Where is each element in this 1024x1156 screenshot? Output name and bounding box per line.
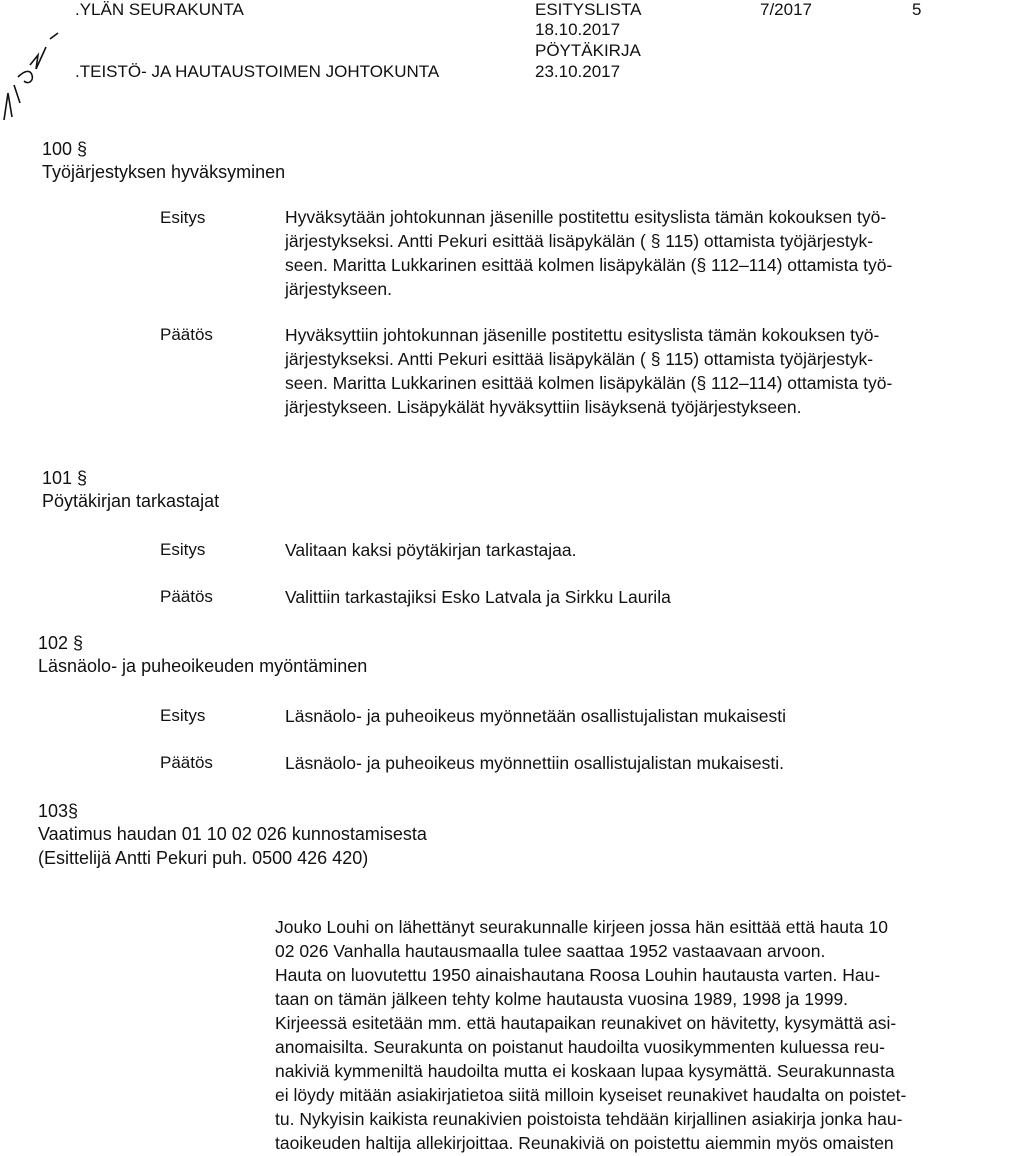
decision-text: Läsnäolo- ja puheoikeus myönnettiin osallistujalistan mukaisesti. xyxy=(285,753,785,773)
page-number: 5 xyxy=(912,0,922,19)
org-name-top: .YLÄN SEURAKUNTA xyxy=(75,0,244,19)
section-title: Työjärjestyksen hyväksyminen xyxy=(42,162,286,182)
section-number: 102 § xyxy=(38,633,84,653)
decision-label: Päätös xyxy=(160,587,213,606)
decision-text: Hyväksyttiin johtokunnan jäsenille postitettu esityslista tämän kokouksen työ- järjestykseksi. Antti Pekuri esittää lisäpykälän ( § 115) ottamista työjärjestyk- seen. Maritta Lukkarinen esittää kolmen lisäpykälän (§ 112–114) ottamista työ- järjestykseen. Lisäpykälät hyväksyttiin lisäyksenä työjärjestykseen. xyxy=(285,325,893,417)
section-number: 103§ xyxy=(38,801,79,821)
section-subtitle: (Esittelijä Antti Pekuri puh. 0500 426 420) xyxy=(38,848,369,868)
doc-type: ESITYSLISTA xyxy=(535,0,642,19)
decision-text: Valittiin tarkastajiksi Esko Latvala ja Sirkku Laurila xyxy=(285,587,671,607)
handwritten-mark xyxy=(0,25,70,125)
proposal-label: Esitys xyxy=(160,208,206,227)
section-number: 101 § xyxy=(42,468,88,488)
proposal-text: Läsnäolo- ja puheoikeus myönnetään osallistujalistan mukaisesti xyxy=(285,706,786,726)
doc-number: 7/2017 xyxy=(760,0,812,19)
section-number: 100 § xyxy=(42,139,88,159)
section-title: Vaatimus haudan 01 10 02 026 kunnostamisesta xyxy=(38,824,427,844)
section-title: Pöytäkirjan tarkastajat xyxy=(42,491,220,511)
section-body: Jouko Louhi on lähettänyt seurakunnalle kirjeen jossa hän esittää että hauta 10 02 026 Vanhalla hautausmaalla tulee saattaa 1952 vastaavaan arvoon. Hauta on luovutettu 1950 ainaishautana Roosa Louhin hautausta varten. Hau- taan on tämän jälkeen tehty kolme hautausta vuosina 1989, 1998 ja 1999. Kirjeessä esitetään mm. että hautapaikan reunakivet on hävitetty, kysymättä asi- anomaisilta. Seurakunta on poistanut haudoilta vuosikymmenten kuluessa reu- nakiviä kymmeniltä haudoilta mutta ei koskaan lupaa kysymättä. Seurakunnasta ei löydy mitään asiakirjatietoa siitä milloin kyseiset reunakivet haudalta on poistet- tu. Nykyisin kaikista reunakivien poistoista tehdään kirjallinen asiakirja jonka hau- taoikeuden haltija allekirjoittaa. Reunakiviä on poistettu aiemmin myös omaisten xyxy=(275,917,907,1153)
proposal-label: Esitys xyxy=(160,706,206,725)
doc-type-minutes: PÖYTÄKIRJA xyxy=(535,41,641,60)
meeting-date: 18.10.2017 xyxy=(535,20,621,39)
proposal-text: Valitaan kaksi pöytäkirjan tarkastajaa. xyxy=(285,540,577,560)
decision-label: Päätös xyxy=(160,325,213,344)
proposal-text: Hyväksytään johtokunnan jäsenille postitettu esityslista tämän kokouksen työ- järjestykseksi. Antti Pekuri esittää lisäpykälän ( § 115) ottamista työjärjestyk- seen. Maritta Lukkarinen esittää kolmen lisäpykälän (§ 112–114) ottamista työ- järjestykseen. xyxy=(285,207,893,299)
proposal-label: Esitys xyxy=(160,540,206,559)
committee-name: .TEISTÖ- JA HAUTAUSTOIMEN JOHTOKUNTA xyxy=(75,62,440,81)
decision-label: Päätös xyxy=(160,753,213,772)
minutes-date: 23.10.2017 xyxy=(535,62,621,81)
section-title: Läsnäolo- ja puheoikeuden myöntäminen xyxy=(38,656,368,676)
